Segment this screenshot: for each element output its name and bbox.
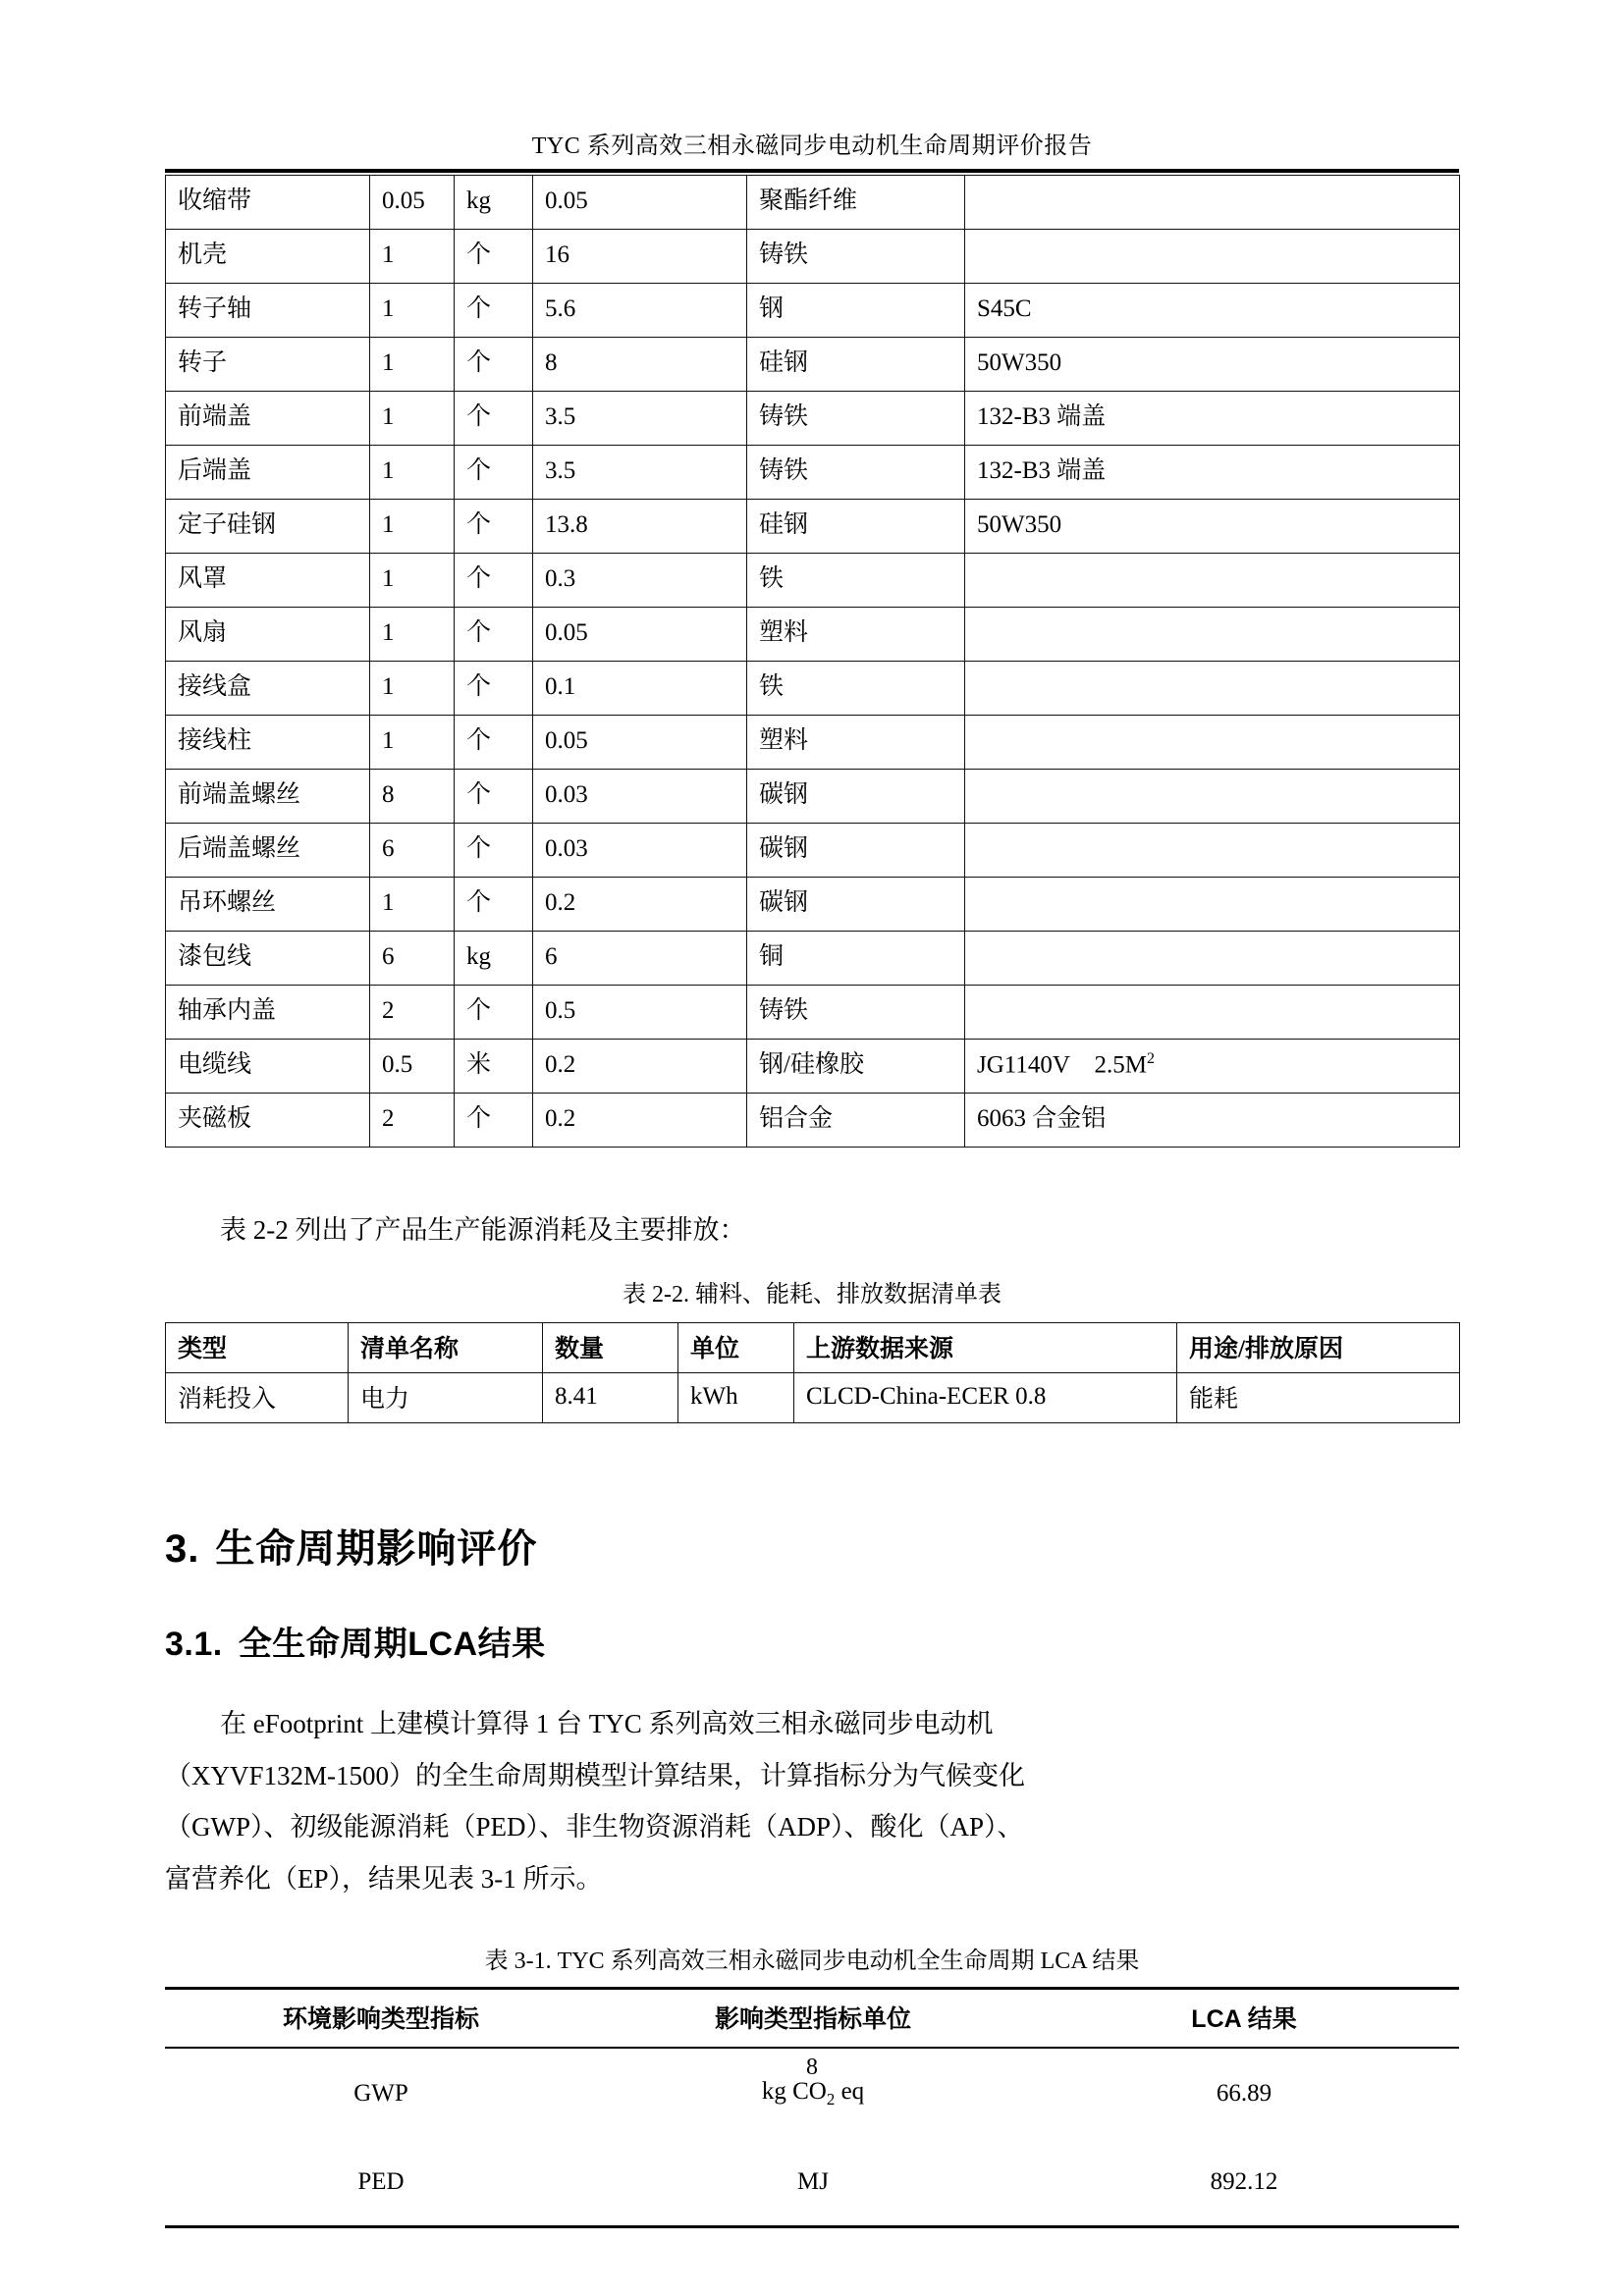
- bom-cell-unit: 个: [455, 554, 533, 608]
- bom-cell-mass: 0.03: [533, 770, 747, 824]
- superscript: 2: [1146, 1050, 1155, 1068]
- bom-cell-note: [965, 608, 1460, 662]
- bom-cell-name: 收缩带: [166, 176, 370, 230]
- bom-cell-material: 铸铁: [747, 446, 965, 500]
- bom-cell-name: 接线盒: [166, 662, 370, 716]
- bom-cell-mass: 5.6: [533, 284, 747, 338]
- bom-cell-qty: 6: [370, 932, 455, 986]
- paragraph-line-1: 在 eFootprint 上建模计算得 1 台 TYC 系列高效三相永磁同步电动机: [220, 1709, 994, 1738]
- bom-cell-qty: 0.5: [370, 1040, 455, 1094]
- table22-header-cell: 清单名称: [349, 1323, 543, 1373]
- paragraph-line-2: （XYVF132M-1500）的全生命周期模型计算结果，计算指标分为气候变化: [165, 1760, 1026, 1790]
- bom-cell-note: S45C: [965, 284, 1460, 338]
- bom-cell-name: 转子: [166, 338, 370, 392]
- bom-cell-unit: 个: [455, 878, 533, 932]
- bom-cell-note: 50W350: [965, 338, 1460, 392]
- bom-cell-mass: 0.1: [533, 662, 747, 716]
- table-row: [166, 878, 1460, 932]
- table31-cell-result: 892.12: [1029, 2139, 1459, 2227]
- bom-cell-unit: 个: [455, 716, 533, 770]
- bom-cell-name: 接线柱: [166, 716, 370, 770]
- body-paragraph: [165, 1698, 1459, 1905]
- table31-header-cell: 环境影响类型指标: [165, 1988, 597, 2048]
- bom-cell-material: 铸铁: [747, 986, 965, 1040]
- table-row: [166, 500, 1460, 554]
- table-row: [166, 338, 1460, 392]
- table-row: [166, 608, 1460, 662]
- bom-cell-unit: 个: [455, 284, 533, 338]
- table22-caption: 表 2-2. 辅料、能耗、排放数据清单表: [623, 1282, 1001, 1308]
- bom-cell-unit: 个: [455, 824, 533, 878]
- bom-cell-unit: kg: [455, 176, 533, 230]
- table-row: [166, 1373, 1460, 1423]
- bom-cell-mass: 13.8: [533, 500, 747, 554]
- table22-lead-text: 表 2-2 列出了产品生产能源消耗及主要排放：: [220, 1215, 746, 1245]
- bom-cell-qty: 1: [370, 878, 455, 932]
- section-number: 3.: [165, 1527, 200, 1571]
- paragraph-line-4: 富营养化（EP），结果见表 3-1 所示。: [165, 1863, 603, 1894]
- bom-cell-mass: 3.5: [533, 446, 747, 500]
- bom-cell-note: [965, 986, 1460, 1040]
- table-row: [166, 446, 1460, 500]
- table-row: [166, 716, 1460, 770]
- table-header-row: [165, 1988, 1459, 2048]
- bom-cell-material: 硅钢: [747, 500, 965, 554]
- table22-cell: kWh: [678, 1373, 794, 1423]
- bom-cell-mass: 0.3: [533, 554, 747, 608]
- bom-cell-unit: 个: [455, 986, 533, 1040]
- table31-header-cell: LCA 结果: [1029, 1988, 1459, 2048]
- table22-cell: CLCD-China-ECER 0.8: [794, 1373, 1177, 1423]
- table22-header-cell: 类型: [166, 1323, 349, 1373]
- table22-header-cell: 数量: [543, 1323, 678, 1373]
- section-heading-3-1: [165, 1617, 1459, 1665]
- table22-cell: 8.41: [543, 1373, 678, 1423]
- bom-cell-mass: 0.05: [533, 176, 747, 230]
- bom-cell-material: 钢/硅橡胶: [747, 1040, 965, 1094]
- table-2-2: [165, 1322, 1460, 1423]
- table-header-row: [166, 1323, 1460, 1373]
- table-row: [166, 284, 1460, 338]
- bom-cell-name: 前端盖螺丝: [166, 770, 370, 824]
- bom-cell-name: 夹磁板: [166, 1094, 370, 1148]
- bom-cell-name: 后端盖: [166, 446, 370, 500]
- bom-cell-material: 铸铁: [747, 230, 965, 284]
- bom-cell-qty: 1: [370, 284, 455, 338]
- bom-cell-qty: 1: [370, 338, 455, 392]
- page-content: [165, 175, 1459, 2228]
- bom-cell-unit: 个: [455, 500, 533, 554]
- page-number: 8: [806, 2055, 818, 2080]
- bom-cell-name: 定子硅钢: [166, 500, 370, 554]
- bom-cell-unit: 个: [455, 230, 533, 284]
- bom-cell-note: 132-B3 端盖: [965, 392, 1460, 446]
- table22-cell: 能耗: [1177, 1373, 1460, 1423]
- table22-header-cell: 单位: [678, 1323, 794, 1373]
- bom-cell-material: 铁: [747, 554, 965, 608]
- bom-cell-qty: 2: [370, 986, 455, 1040]
- bom-cell-unit: 个: [455, 392, 533, 446]
- table31-header-cell: 影响类型指标单位: [597, 1988, 1029, 2048]
- table-row: [166, 392, 1460, 446]
- table-row: [166, 230, 1460, 284]
- running-title: TYC 系列高效三相永磁同步电动机生命周期评价报告: [531, 133, 1093, 159]
- bom-cell-note: 6063 合金铝: [965, 1094, 1460, 1148]
- bom-cell-note: [965, 932, 1460, 986]
- bom-cell-unit: 个: [455, 662, 533, 716]
- paragraph-line-3: （GWP）、初级能源消耗（PED）、非生物资源消耗（ADP）、酸化（AP）、: [165, 1812, 1024, 1842]
- bom-cell-qty: 1: [370, 500, 455, 554]
- bom-cell-mass: 0.2: [533, 1040, 747, 1094]
- page-header: [165, 126, 1459, 173]
- bom-cell-note: [965, 716, 1460, 770]
- bom-cell-mass: 6: [533, 932, 747, 986]
- bom-cell-note: 50W350: [965, 500, 1460, 554]
- bom-cell-material: 钢: [747, 284, 965, 338]
- table-row: [166, 770, 1460, 824]
- table31-cell-unit: MJ: [597, 2139, 1029, 2227]
- table22-header-cell: 上游数据来源: [794, 1323, 1177, 1373]
- table31-caption: 表 3-1. TYC 系列高效三相永磁同步电动机全生命周期 LCA 结果: [484, 1948, 1140, 1974]
- bom-cell-unit: 个: [455, 446, 533, 500]
- bom-cell-qty: 0.05: [370, 176, 455, 230]
- bom-cell-material: 塑料: [747, 716, 965, 770]
- bom-cell-mass: 0.05: [533, 608, 747, 662]
- bom-cell-name: 风罩: [166, 554, 370, 608]
- table-row: [166, 824, 1460, 878]
- bom-cell-qty: 1: [370, 662, 455, 716]
- bom-cell-mass: 3.5: [533, 392, 747, 446]
- table22-header-cell: 用途/排放原因: [1177, 1323, 1460, 1373]
- bom-cell-material: 铁: [747, 662, 965, 716]
- table-row: [166, 176, 1460, 230]
- bom-cell-note: [965, 662, 1460, 716]
- bom-cell-note: [965, 554, 1460, 608]
- table-row: [166, 1040, 1460, 1094]
- subscript: 2: [826, 2089, 836, 2109]
- table31-cell-indicator: PED: [165, 2139, 597, 2227]
- bom-cell-mass: 0.2: [533, 1094, 747, 1148]
- bom-cell-qty: 8: [370, 770, 455, 824]
- bom-cell-material: 聚酯纤维: [747, 176, 965, 230]
- section-title: 生命周期影响评价: [215, 1527, 538, 1571]
- table31-cell-indicator: GWP: [353, 2079, 408, 2107]
- bom-cell-mass: 0.03: [533, 824, 747, 878]
- bom-cell-mass: 0.05: [533, 716, 747, 770]
- bom-cell-name: 风扇: [166, 608, 370, 662]
- table22-cell: 电力: [349, 1373, 543, 1423]
- bom-cell-note: [965, 878, 1460, 932]
- bom-cell-name: 前端盖: [166, 392, 370, 446]
- bom-cell-mass: 0.5: [533, 986, 747, 1040]
- bom-cell-material: 硅钢: [747, 338, 965, 392]
- bom-cell-unit: 个: [455, 770, 533, 824]
- bom-cell-material: 铝合金: [747, 1094, 965, 1148]
- bom-table: [165, 175, 1460, 1148]
- bom-cell-unit: kg: [455, 932, 533, 986]
- subsection-title: 全生命周期LCA结果: [238, 1626, 546, 1663]
- bom-cell-mass: 16: [533, 230, 747, 284]
- table31-cell-unit: kg $CO_2$ eq: [761, 2077, 865, 2109]
- bom-cell-name: 机壳: [166, 230, 370, 284]
- bom-cell-note: [965, 824, 1460, 878]
- bom-cell-material: 碳钢: [747, 878, 965, 932]
- table-3-1: [165, 1987, 1459, 2228]
- bom-cell-note: [965, 770, 1460, 824]
- bom-cell-name: 漆包线: [166, 932, 370, 986]
- table-row: [165, 2139, 1459, 2227]
- header-rule: [165, 169, 1459, 173]
- bom-cell-material: 铸铁: [747, 392, 965, 446]
- bom-cell-name: 轴承内盖: [166, 986, 370, 1040]
- bom-cell-qty: 1: [370, 230, 455, 284]
- bom-cell-qty: 1: [370, 392, 455, 446]
- bom-cell-name: 转子轴: [166, 284, 370, 338]
- bom-cell-material: 塑料: [747, 608, 965, 662]
- bom-cell-material: 铜: [747, 932, 965, 986]
- table31-cell-result: 66.89: [1216, 2079, 1272, 2107]
- bom-cell-unit: 个: [455, 1094, 533, 1148]
- bom-cell-unit: 个: [455, 608, 533, 662]
- table22-cell: 消耗投入: [166, 1373, 349, 1423]
- bom-cell-name: 电缆线: [166, 1040, 370, 1094]
- bom-cell-material: 碳钢: [747, 824, 965, 878]
- table-row: [166, 662, 1460, 716]
- bom-cell-name: 吊环螺丝: [166, 878, 370, 932]
- bom-cell-name: 后端盖螺丝: [166, 824, 370, 878]
- section-heading-3: [165, 1518, 1459, 1574]
- bom-cell-unit: 个: [455, 338, 533, 392]
- bom-cell-qty: 2: [370, 1094, 455, 1148]
- bom-cell-note: JG1140V $2.5M^2$: [965, 1040, 1460, 1094]
- bom-cell-qty: 1: [370, 554, 455, 608]
- bom-cell-mass: 0.2: [533, 878, 747, 932]
- bom-cell-note: 132-B3 端盖: [965, 446, 1460, 500]
- bom-cell-qty: 1: [370, 446, 455, 500]
- bom-cell-material: 碳钢: [747, 770, 965, 824]
- table-row: [166, 932, 1460, 986]
- table-row: [166, 554, 1460, 608]
- bom-cell-note: [965, 176, 1460, 230]
- bom-cell-qty: 1: [370, 716, 455, 770]
- table-row: [166, 986, 1460, 1040]
- subsection-number: 3.1.: [165, 1626, 223, 1663]
- bom-cell-unit: 米: [455, 1040, 533, 1094]
- table-row: [166, 1094, 1460, 1148]
- bom-cell-qty: 6: [370, 824, 455, 878]
- bom-cell-note: [965, 230, 1460, 284]
- bom-cell-mass: 8: [533, 338, 747, 392]
- bom-cell-qty: 1: [370, 608, 455, 662]
